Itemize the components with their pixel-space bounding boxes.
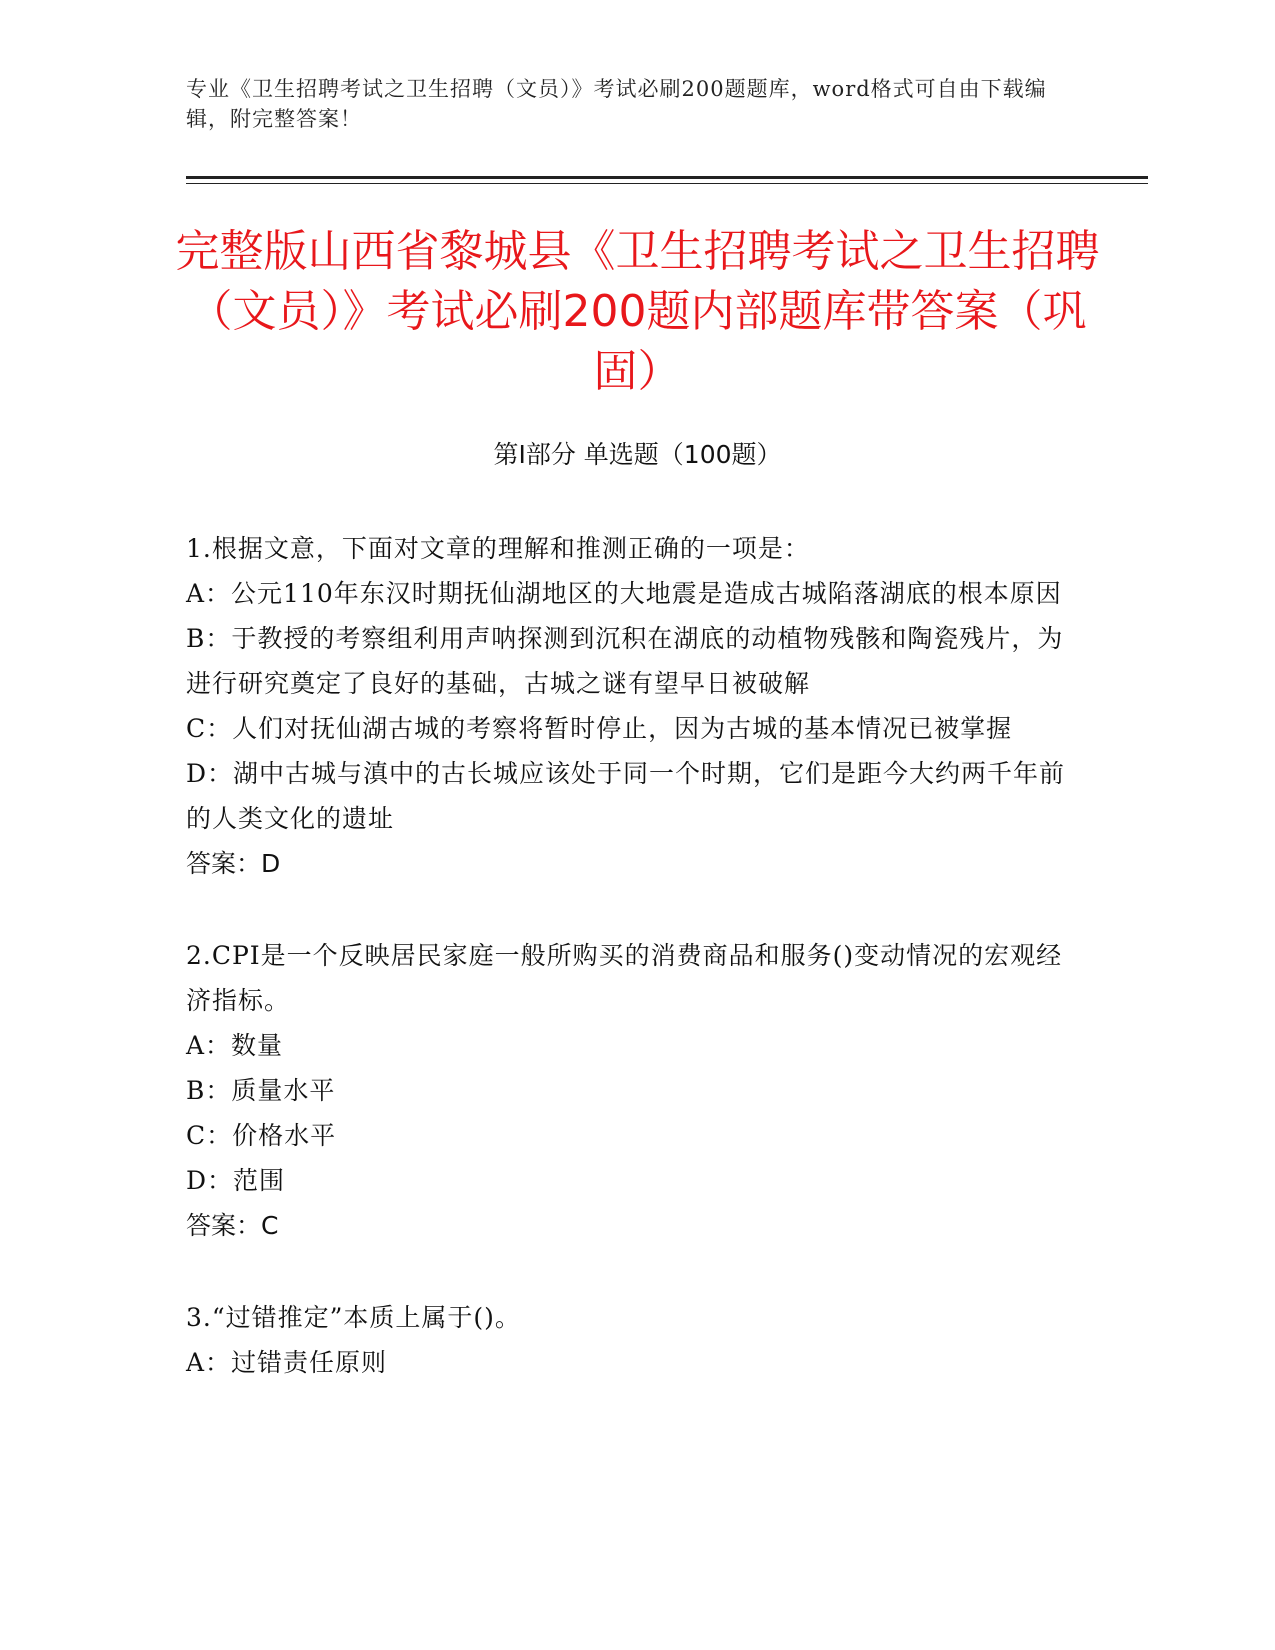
section-heading: 第Ⅰ部分 单选题（100题） <box>493 440 782 469</box>
answer-label: 答案：D <box>186 849 281 878</box>
question-stem: 3.“过错推定”本质上属于()。 <box>186 1303 521 1332</box>
question-stem: 2.CPI是一个反映居民家庭一般所购买的消费商品和服务()变动情况的宏观经济指标。 <box>186 941 1063 1015</box>
document-title: 完整版山西省黎城县《卫生招聘考试之卫生招聘（文员）》考试必刷200题内部题库带答案（巩固） <box>175 226 1100 397</box>
question-1 <box>186 526 1086 886</box>
header-divider-thin <box>186 183 1148 184</box>
question-2 <box>186 933 1086 1248</box>
option-d: D：湖中古城与滇中的古长城应该处于同一个时期，它们是距今大约两千年前的人类文化的遗址 <box>186 759 1066 833</box>
answer-label: 答案：C <box>186 1211 279 1240</box>
option-a: A：过错责任原则 <box>186 1348 388 1377</box>
option-a: A：数量 <box>186 1031 284 1060</box>
option-c: C：价格水平 <box>186 1121 337 1150</box>
option-a: A：公元110年东汉时期抚仙湖地区的大地震是造成古城陷落湖底的根本原因 <box>186 579 1062 608</box>
question-stem: 1.根据文意，下面对文章的理解和推测正确的一项是： <box>186 534 810 563</box>
option-b: B：于教授的考察组利用声呐探测到沉积在湖底的动植物残骸和陶瓷残片，为进行研究奠定了良好的基础，古城之谜有望早日被破解 <box>186 624 1064 698</box>
header-note: 专业《卫生招聘考试之卫生招聘（文员）》考试必刷200题题库，word格式可自由下载编辑，附完整答案！ <box>186 77 1047 131</box>
option-d: D：范围 <box>186 1166 286 1195</box>
option-b: B：质量水平 <box>186 1076 336 1105</box>
option-c: C：人们对抚仙湖古城的考察将暂时停止，因为古城的基本情况已被掌握 <box>186 714 1013 743</box>
header-divider-thick <box>186 176 1148 179</box>
question-3 <box>186 1295 1086 1385</box>
question-list <box>186 526 1086 1432</box>
